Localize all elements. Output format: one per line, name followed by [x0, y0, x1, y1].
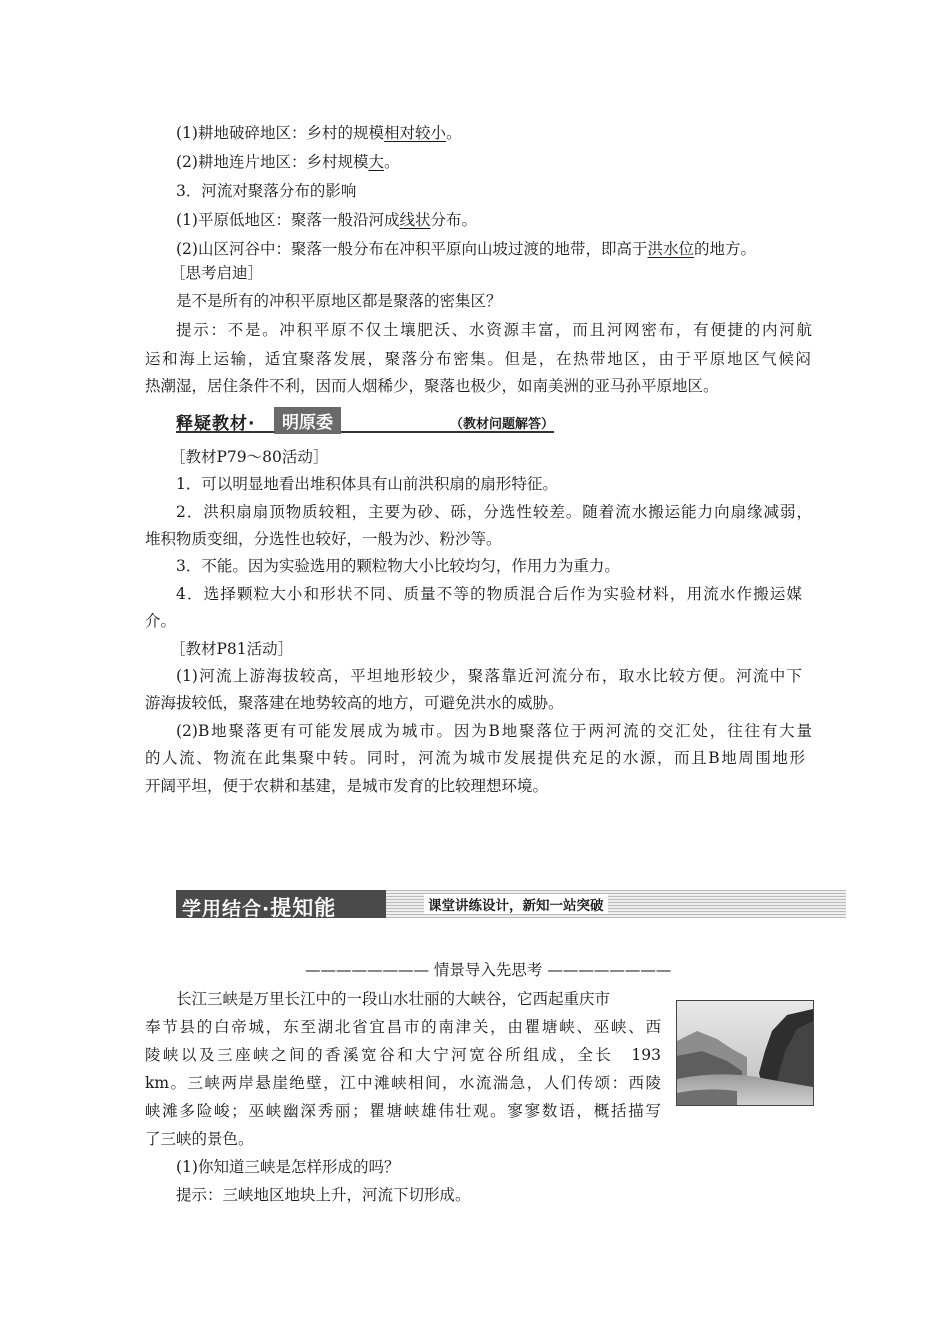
banner-title: 释疑教材·: [176, 414, 256, 434]
scene-line: 陵峡以及三座峡之间的香溪宽谷和大宁河宽谷所组成，全长 193: [145, 1046, 661, 1064]
question-text: 是不是所有的冲积平原地区都是聚落的密集区？: [176, 292, 502, 310]
banner-note: （教材问题解答）: [449, 417, 554, 432]
think-label: ［思考启迪］: [170, 264, 264, 282]
answer-line: 1．可以明显地看出堆积体具有山前洪积扇的扇形特征。: [176, 475, 558, 493]
scene-line: 长江三峡是万里长江中的一段山水壮丽的大峡谷，它西起重庆市: [176, 990, 611, 1008]
hint-line: 运和海上运输，适宜聚落发展，聚落分布密集。但是，在热带地区，由于平原地区气候闷: [145, 350, 811, 368]
answer-underline: 相对较小: [383, 124, 446, 142]
answer-line: 堆积物质变细，分选性也较好，一般为沙、粉沙等。: [145, 530, 502, 548]
scene-line: 峡滩多险峻；巫峡幽深秀丽；瞿塘峡雄伟壮观。寥寥数语，概括描写: [145, 1102, 661, 1120]
question-text: (1)你知道三峡是怎样形成的吗？: [176, 1158, 400, 1176]
textbook-label: ［教材P81活动］: [170, 640, 294, 658]
banner-title: 学用结合·提知能: [182, 896, 337, 920]
answer-line: 4．选择颗粒大小和形状不同、质量不等的物质混合后作为实验材料，用流水作搬运媒: [176, 585, 802, 603]
text-line: (2)山区河谷中：聚落一般分布在冲积平原向山坡过渡的地带，即高于洪水位的地方。: [176, 240, 756, 258]
answer-underline: 大: [368, 153, 384, 171]
answer-line: 介。: [145, 612, 177, 630]
banner-highlight: 明原委: [274, 407, 341, 434]
text-line: (2)耕地连片地区：乡村规模大。: [176, 153, 400, 171]
answer-line: (2)B地聚落更有可能发展成为城市。因为B地聚落位于两河流的交汇处，往往有大量: [176, 722, 812, 740]
answer-line: 开阔平坦，便于农耕和基建，是城市发育的比较理想环境。: [145, 777, 549, 795]
hint-line: 提示：不是。冲积平原不仅土壤肥沃、水资源丰富，而且河网密布，有便捷的内河航: [176, 321, 812, 339]
scene-heading: ———————— 情景导入先思考 ————————: [305, 961, 672, 979]
three-gorges-photo: [676, 1000, 814, 1106]
answer-line: 2．洪积扇扇顶物质较粗，主要为砂、砾，分选性较差。随着流水搬运能力向扇缘减弱，: [176, 503, 812, 521]
scene-line: 奉节县的白帝城，东至湖北省宜昌市的南津关，由瞿塘峡、巫峡、西: [145, 1018, 661, 1036]
hint-text: 提示：三峡地区地块上升，河流下切形成。: [176, 1186, 471, 1204]
answer-underline: 洪水位: [647, 240, 694, 258]
banner-note: 课堂讲练设计，新知一站突破: [424, 894, 608, 914]
gorge-illustration: [677, 1001, 813, 1105]
scene-line: 了三峡的景色。: [145, 1130, 254, 1148]
answer-line: (1)河流上游海拔较高，平坦地形较少，聚落靠近河流分布，取水比较方便。河流中下: [176, 667, 802, 685]
section-heading: 3．河流对聚落分布的影响: [176, 182, 357, 200]
answer-line: 游海拔较低，聚落建在地势较高的地方，可避免洪水的威胁。: [145, 694, 564, 712]
answer-line: 的人流、物流在此集聚中转。同时，河流为城市发展提供充足的水源，而且B地周围地形: [145, 749, 805, 767]
text-line: (1)平原低地区：聚落一般沿河成线状分布。: [176, 211, 477, 229]
answer-underline: 线状: [399, 211, 431, 229]
section-banner: [176, 890, 846, 918]
text-line: (1)耕地破碎地区：乡村的规模相对较小。: [176, 124, 462, 142]
textbook-label: ［教材P79～80活动］: [170, 448, 329, 466]
hint-line: 热潮湿，居住条件不利，因而人烟稀少，聚落也极少，如南美洲的亚马孙平原地区。: [145, 377, 719, 395]
answer-line: 3．不能。因为实验选用的颗粒物大小比较均匀，作用力为重力。: [176, 557, 620, 575]
scene-line: km。三峡两岸悬崖绝壁，江中滩峡相间，水流湍急，人们传颂：西陵: [145, 1074, 661, 1092]
banner-highlight: 提知能: [270, 896, 337, 920]
section-banner: [176, 409, 554, 435]
